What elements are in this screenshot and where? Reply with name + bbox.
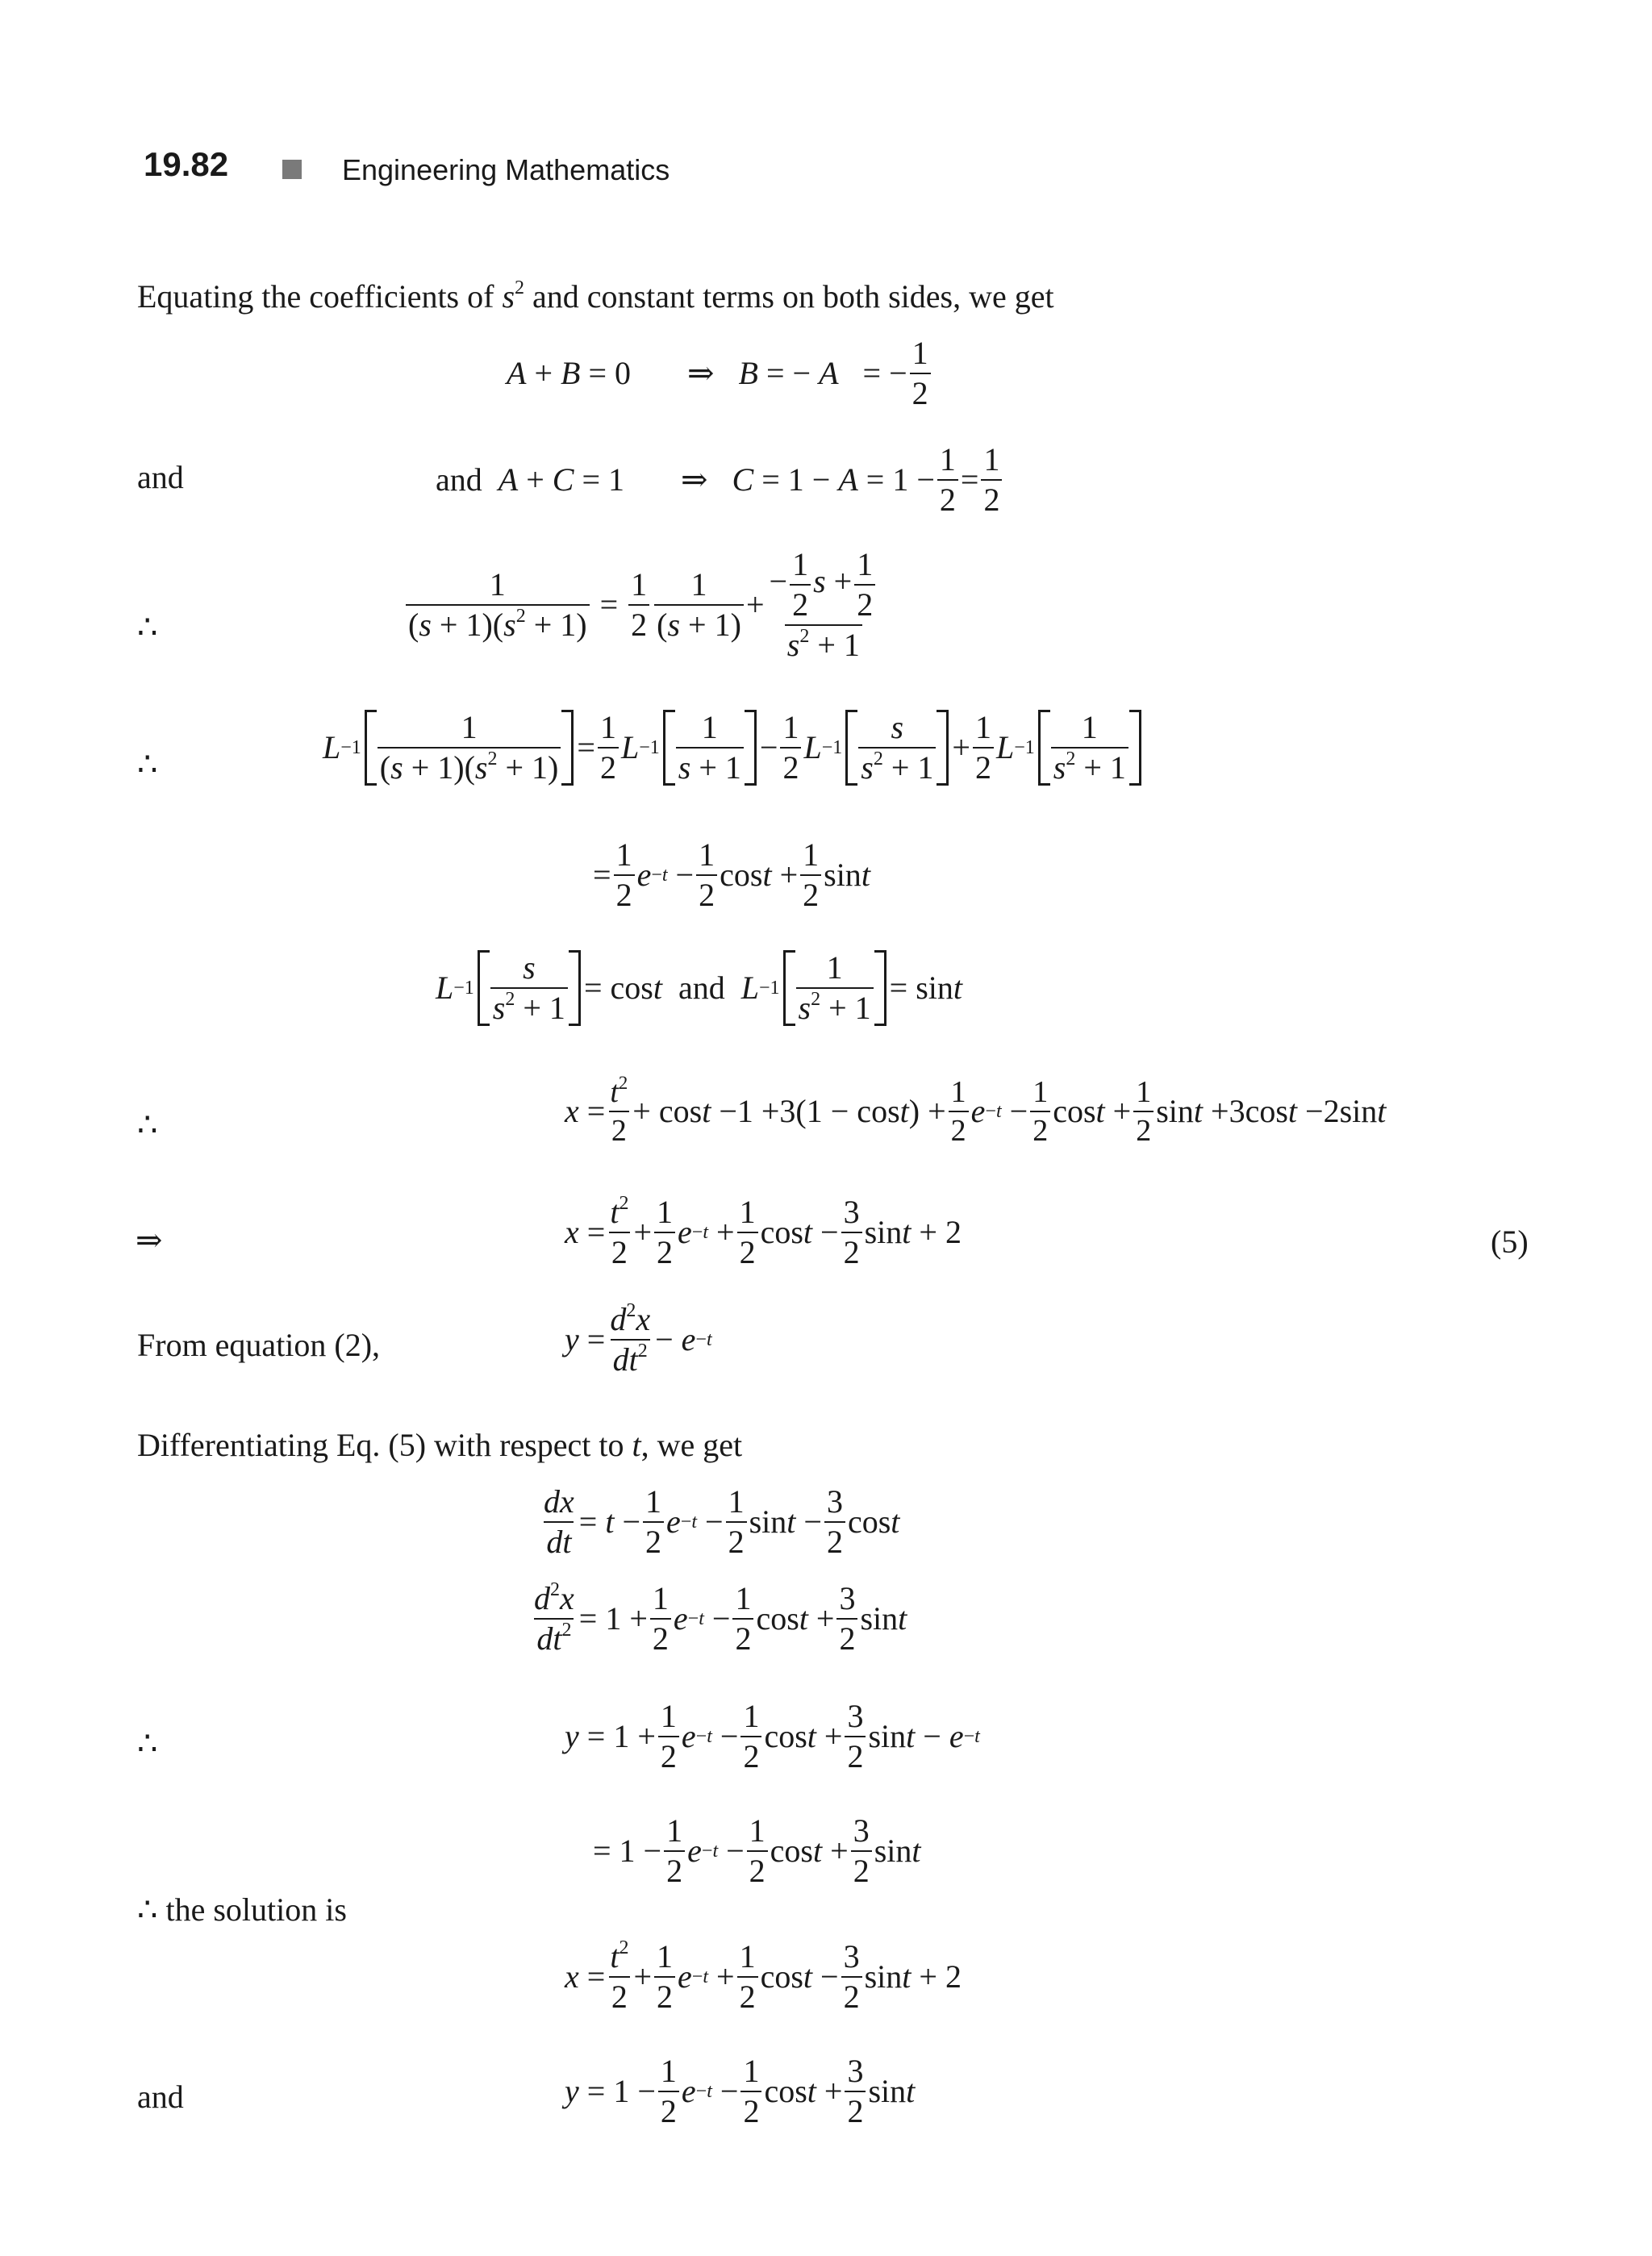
x-simplified: x = $t^2$ 2 + 1 2 e −t + 1 2 cos t − 3 2 sin t + 2 — [565, 1193, 962, 1270]
solution-is-text: ∴ the solution is — [137, 1891, 347, 1928]
from-equation-2: From equation (2), — [137, 1327, 381, 1363]
y-from-eq2: y = $d^2x$ $dt^2$ − e −t — [565, 1300, 712, 1378]
differentiating-text: Differentiating Eq. (5) with respect to t, we get — [137, 1427, 743, 1463]
therefore-2: ∴ — [137, 746, 158, 782]
second-derivative: $d^2x$ $dt^2$ = 1 + 1 2 e −t − 1 2 cos t + 3 2 sin t — [534, 1579, 907, 1657]
page-number: 19.82 — [144, 145, 229, 183]
x-expansion: x = $t^2$ 2 + cos t −1 +3(1 − cos t ) + 1 2 e −t − 1 2 cos t + 1 2 sin t +3cos t −2sin t — [565, 1073, 1387, 1148]
equating-text: Equating the coefficients of $s^2$ and constant terms on both sides, we get — [137, 277, 1054, 315]
and-label-1: and — [137, 459, 184, 495]
therefore-3: ∴ — [137, 1107, 158, 1143]
solution-x: x = $t^2$ 2 + 1 2 e −t + 1 2 cos t − 3 2 sin t + 2 — [565, 1937, 962, 2015]
equation-a-plus-c: and A + C = 1 ⇒ C = 1 − A = 1 − 1 2 = 1 2 — [436, 444, 1004, 516]
equation-label-5: (5) — [1491, 1224, 1529, 1260]
first-derivative: dx dt = t − 1 2 e −t − 1 2 sin t − 3 2 cos t — [544, 1483, 900, 1560]
partial-fraction-equation: 1 $(s + 1)(s^2 + 1)$ = 1 2 1 (s + 1) + − $\frac{1}{2}$ s + $\frac{1}{2}$ $s^2 + 1$ — [403, 548, 882, 661]
therefore-4: ∴ — [137, 1725, 158, 1762]
and-label-2: and — [137, 2079, 184, 2115]
standard-transforms: L −1 s $s^2 + 1$ = cos t and L −1 1 $s^2 + 1$ = sin t — [436, 949, 963, 1026]
implies-arrow: ⇒ — [136, 1222, 163, 1258]
therefore-1: ∴ — [137, 609, 158, 645]
book-title: Engineering Mathematics — [342, 153, 670, 186]
equation-a-plus-b: A + B = 0 ⇒ B = − A = − 1 2 — [507, 337, 933, 410]
solution-y: y = 1 − 1 2 e −t − 1 2 cos t + 3 2 sin t — [565, 2053, 916, 2129]
header-square-icon — [282, 160, 302, 179]
y-substituted: y = 1 + 1 2 e −t − 1 2 cos t + 3 2 sin t − e −t — [565, 1698, 980, 1774]
inverse-laplace-result: = 1 2 e −t − 1 2 cos t + 1 2 sin t — [593, 836, 870, 913]
inverse-laplace-equation: L −1 1 $(s + 1)(s^2 + 1)$ = 1 2 L −1 1 s + 1 − 1 2 L −1 s $s^2 + 1$ + 1 2 L −1 1 $s^2 + 1$ — [323, 710, 1145, 786]
y-simplified: = 1 − 1 2 e −t − 1 2 cos t + 3 2 sin t — [593, 1812, 921, 1889]
